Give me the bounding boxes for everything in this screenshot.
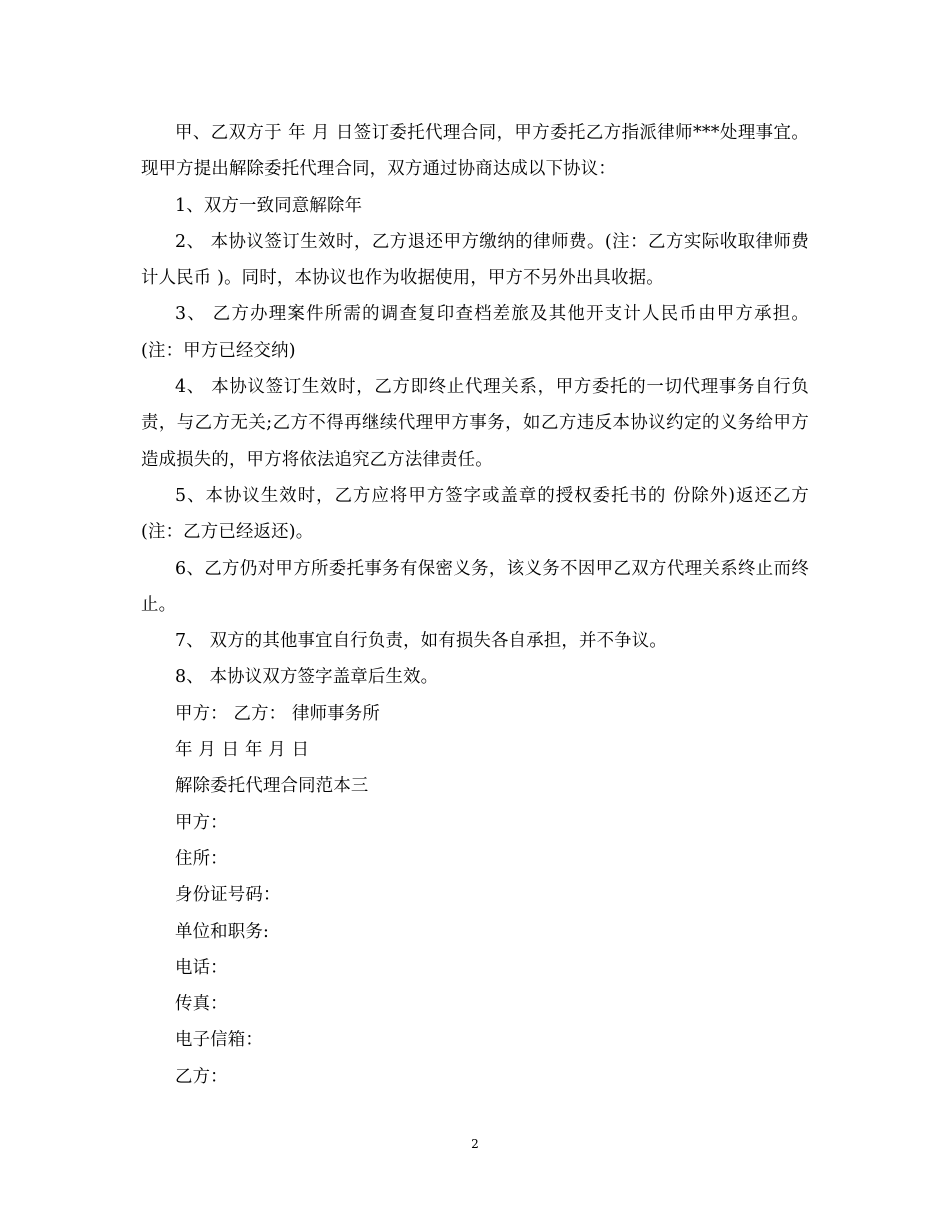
field-email: 电子信箱： xyxy=(175,1030,263,1051)
signature-parties-line: 甲方： 乙方： 律师事务所 xyxy=(175,703,380,724)
field-party-b: 乙方： xyxy=(175,1066,228,1087)
field-id-number: 身份证号码： xyxy=(175,885,281,906)
paragraph-clause-7: 7、 双方的其他事宜自行负责，如有损失各自承担，并不争议。 xyxy=(175,631,667,652)
field-party-a: 甲方： xyxy=(175,812,228,833)
document-body xyxy=(141,115,809,1095)
field-phone: 电话： xyxy=(175,957,228,978)
section-heading: 解除委托代理合同范本三 xyxy=(175,776,369,797)
paragraph-clause-5: 5、本协议生效时，乙方应将甲方签字或盖章的授权委托书的 份除外)返还乙方(注：乙方已经返还)。 xyxy=(141,485,809,543)
signature-date-line: 年 月 日 年 月 日 xyxy=(175,740,310,761)
paragraph-clause-6: 6、乙方仍对甲方所委托事务有保密义务，该义务不因甲乙双方代理关系终止而终止。 xyxy=(141,558,809,615)
field-fax: 传真： xyxy=(175,994,228,1015)
paragraph-clause-4: 4、 本协议签订生效时，乙方即终止代理关系，甲方委托的一切代理事务自行负责，与乙方无关;乙方不得再继续代理甲方事务，如乙方违反本协议约定的义务给甲方造成损失的，甲方将依法追究乙方法律责任。 xyxy=(141,377,809,470)
page-number: 2 xyxy=(471,1137,479,1151)
paragraph-clause-2: 2、 本协议签订生效时，乙方退还甲方缴纳的律师费。(注：乙方实际收取律师费计人民币 )。同时，本协议也作为收据使用，甲方不另外出具收据。 xyxy=(141,231,809,289)
field-address: 住所： xyxy=(175,848,228,869)
paragraph-clause-3: 3、 乙方办理案件所需的调查复印查档差旅及其他开支计人民币由甲方承担。(注：甲方已经交纳) xyxy=(141,304,809,361)
paragraph-clause-8: 8、 本协议双方签字盖章后生效。 xyxy=(175,667,439,688)
paragraph-clause-1: 1、双方一致同意解除年 xyxy=(175,195,363,216)
paragraph-intro: 甲、乙双方于 年 月 日签订委托代理合同，甲方委托乙方指派律师***处理事宜。现甲方提出解除委托代理合同，双方通过协商达成以下协议： xyxy=(141,123,809,180)
field-employer-position: 单位和职务: xyxy=(175,921,270,942)
